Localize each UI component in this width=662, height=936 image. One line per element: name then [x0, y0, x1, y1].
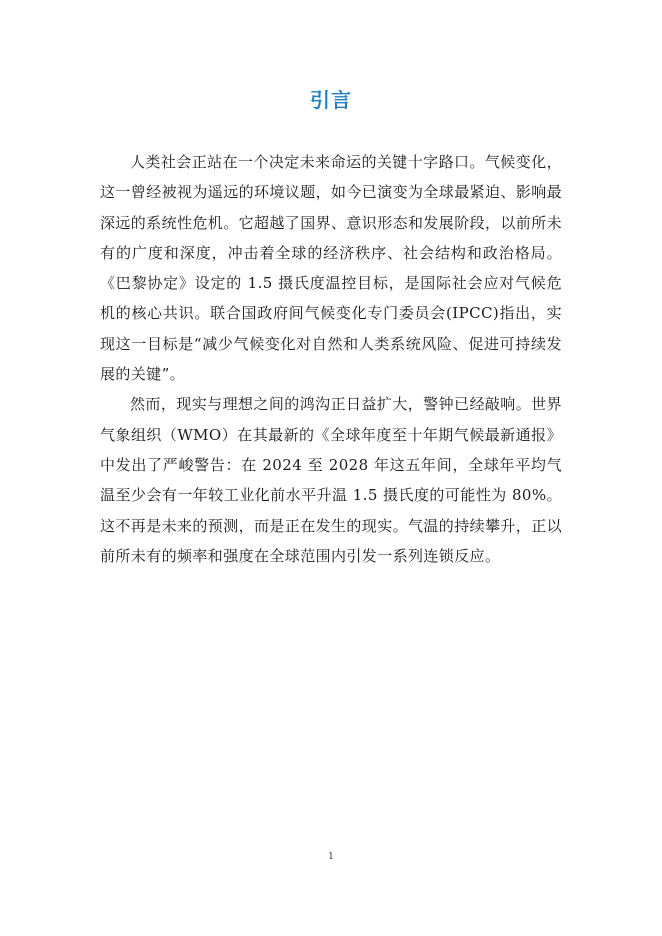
page-number: 1 [328, 852, 334, 862]
page-title: 引言 [310, 88, 352, 112]
body-text [100, 147, 562, 571]
paragraph-1: 人类社会正站在一个决定未来命运的关键十字路口。气候变化，这一曾经被视为遥远的环境议题，如今已演变为全球最紧迫、影响最深远的系统性危机。它超越了国界、意识形态和发展阶段，以前所未有的广度和深度，冲击着全球的经济秩序、社会结构和政治格局。《巴黎协定》设定的 1.5 摄氏度温控目标，是国际社会应对气候危机的核心共识。联合国政府间气候变化专门委员会(IPCC)指出，实现这一目标是“减少气候变化对自然和人类系统风险、促进可持续发展的关键”。 [100, 153, 563, 384]
paragraph-2: 然而，现实与理想之间的鸿沟正日益扩大，警钟已经敲响。世界气象组织（WMO）在其最新的《全球年度至十年期气候最新通报》中发出了严峻警告：在 2024 至 2028 年这五年间，全球年平均气温至少会有一年较工业化前水平升温 1.5 摄氏度的可能性为 80%。这不再是未来的预测，而是正在发生的现实。气温的持续攀升，正以前所未有的频率和强度在全球范围内引发一系列连锁反应。 [100, 395, 563, 565]
